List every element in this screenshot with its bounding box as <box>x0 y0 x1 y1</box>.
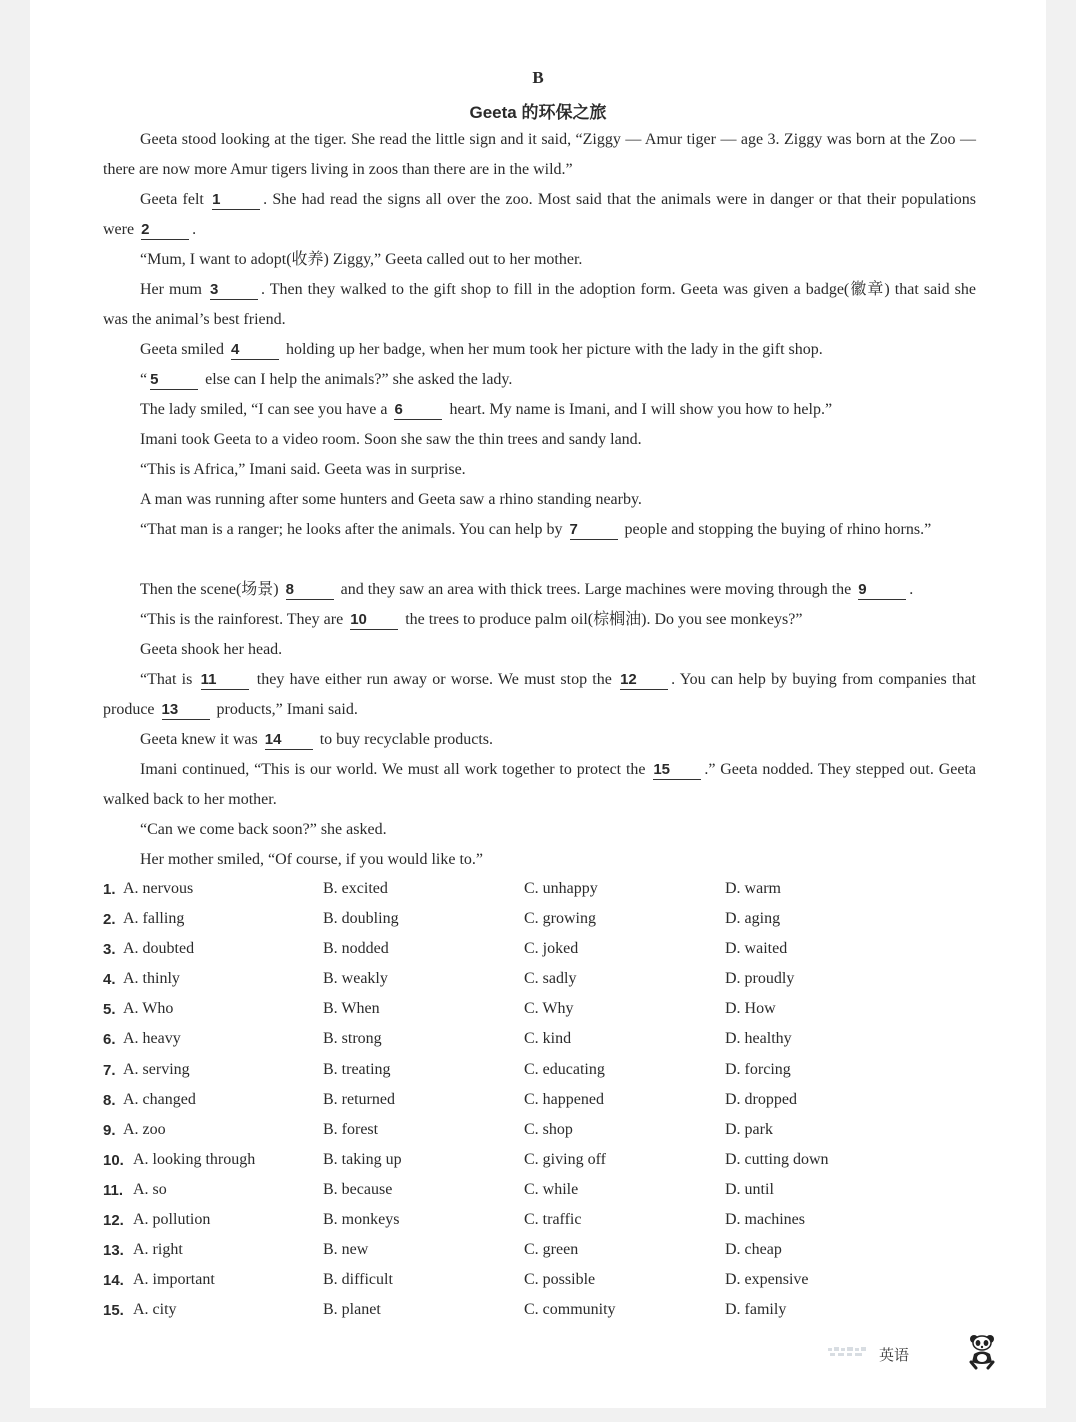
blank-10: 10 <box>350 611 398 630</box>
question-row <box>103 995 1003 1025</box>
option-b: B. doubling <box>323 910 399 928</box>
option-c: C. giving off <box>524 1150 606 1168</box>
paragraph-text: Geeta stood looking at the tiger. She read the little sign and it said, “Ziggy — Amur tiger — age 3. Ziggy was born at the Zoo — there are now more Amur tigers living in zoos than there are in the wild.” <box>103 131 976 178</box>
option-d: D. dropped <box>725 1090 797 1108</box>
option-d: D. warm <box>725 880 781 897</box>
paragraph-text: “That man is a ranger; he looks after the animals. You can help by <box>140 521 567 538</box>
question-row <box>103 1116 1003 1146</box>
paragraph-text: . Then they walked to the gift shop to fill in the adoption form. Geeta was given a badge(徽章) that said she was the animal’s best friend. <box>103 281 976 328</box>
option-c: C. sadly <box>524 970 577 988</box>
paragraph <box>103 725 976 755</box>
option-a: A. falling <box>123 910 185 928</box>
paragraph-text: “This is the rainforest. They are <box>140 611 348 628</box>
option-c: C. possible <box>524 1271 596 1289</box>
question-number: 6. <box>103 1031 116 1049</box>
blank-11: 11 <box>201 671 249 690</box>
section-letter: B <box>532 68 544 87</box>
question-row <box>103 875 1003 905</box>
option-b: B. excited <box>323 880 388 897</box>
paragraph <box>103 335 976 365</box>
paragraph <box>103 245 976 275</box>
option-b: B. planet <box>323 1301 381 1319</box>
faint-mark-icon <box>828 1346 872 1358</box>
paragraph-text: Geeta shook her head. <box>140 641 283 658</box>
blank-7: 7 <box>570 521 618 540</box>
option-c: C. joked <box>524 940 579 958</box>
question-row <box>103 935 1003 965</box>
option-c: C. growing <box>524 910 596 928</box>
option-c: C. green <box>524 1241 579 1259</box>
question-number: 8. <box>103 1091 116 1109</box>
question-row <box>103 1056 1003 1086</box>
option-d: D. until <box>725 1180 774 1198</box>
option-b: B. strong <box>323 1030 382 1048</box>
passage-title: Geeta 的环保之旅 <box>469 103 607 122</box>
option-d: D. waited <box>725 940 788 958</box>
paragraph-text: Geeta smiled <box>140 341 228 358</box>
paragraph-text: people and stopping the buying of rhino horns.” <box>620 521 932 538</box>
option-b: B. forest <box>323 1120 379 1138</box>
blank-3: 3 <box>210 281 258 300</box>
question-row <box>103 1176 1003 1206</box>
question-number: 15. <box>103 1302 124 1320</box>
question-number: 7. <box>103 1061 116 1079</box>
paragraph-text: . <box>909 581 914 598</box>
option-a: A. important <box>133 1271 215 1289</box>
blank-9: 9 <box>858 581 906 600</box>
option-d: D. family <box>725 1301 787 1319</box>
question-row <box>103 1025 1003 1055</box>
paragraph-text: else can I help the animals?” she asked the lady. <box>201 371 513 388</box>
option-d: D. park <box>725 1120 773 1138</box>
question-number: 1. <box>103 881 116 898</box>
option-b: B. nodded <box>323 940 389 958</box>
blank-15: 15 <box>653 761 701 780</box>
option-b: B. weakly <box>323 970 388 988</box>
option-c: C. unhappy <box>524 880 598 897</box>
option-a: A. changed <box>123 1090 196 1108</box>
paragraph-text: heart. My name is Imani, and I will show you how to help.” <box>445 401 833 418</box>
blank-12: 12 <box>620 671 668 690</box>
option-b: B. treating <box>323 1060 391 1078</box>
option-a: A. doubted <box>123 940 195 958</box>
question-number: 11. <box>103 1181 124 1199</box>
question-number: 2. <box>103 911 116 929</box>
option-b: B. new <box>323 1241 369 1259</box>
option-c: C. happened <box>524 1090 604 1108</box>
blank-1: 1 <box>212 191 260 210</box>
paragraph-text: Then the scene(场景) <box>140 581 283 598</box>
option-c: C. traffic <box>524 1211 582 1229</box>
question-row <box>103 1146 1003 1176</box>
paragraph-text: Her mum <box>140 281 207 298</box>
paragraph-text: the trees to produce palm oil(棕榈油). Do you see monkeys?” <box>401 611 803 628</box>
paragraph-text: A man was running after some hunters and Geeta saw a rhino standing nearby. <box>140 491 642 508</box>
option-c: C. community <box>524 1301 616 1319</box>
question-number: 14. <box>103 1272 124 1290</box>
question-number: 3. <box>103 941 116 959</box>
paragraph <box>103 485 976 515</box>
blank-4: 4 <box>231 341 279 360</box>
paragraph <box>103 515 976 545</box>
option-d: D. cutting down <box>725 1150 829 1168</box>
blank-8: 8 <box>286 581 334 600</box>
subject-label: 英语 <box>879 1346 910 1364</box>
paragraph <box>103 365 976 395</box>
option-b: B. monkeys <box>323 1211 400 1229</box>
question-row <box>103 965 1003 995</box>
option-c: C. while <box>524 1180 579 1198</box>
option-a: A. right <box>133 1241 183 1259</box>
paragraph-text: Her mother smiled, “Of course, if you would like to.” <box>140 851 484 868</box>
blank-6: 6 <box>394 401 442 420</box>
option-b: B. returned <box>323 1090 395 1108</box>
paragraph <box>103 395 976 425</box>
question-row <box>103 1206 1003 1236</box>
paragraph <box>103 575 976 605</box>
paragraph-text: Geeta felt <box>140 191 210 208</box>
paragraph <box>103 665 976 725</box>
question-number: 9. <box>103 1121 116 1139</box>
option-a: A. thinly <box>123 970 180 988</box>
paragraph-text: . She had read the signs all over the zoo. Most said that the animals were in danger or that their populations were <box>103 191 976 238</box>
blank-14: 14 <box>265 731 313 750</box>
paragraph <box>103 455 976 485</box>
question-row <box>103 1086 1003 1116</box>
option-a: A. heavy <box>123 1030 181 1048</box>
option-d: D. expensive <box>725 1271 809 1289</box>
option-a: A. Who <box>123 1000 174 1018</box>
option-a: A. zoo <box>123 1120 166 1138</box>
question-row <box>103 905 1003 935</box>
paragraph <box>103 185 976 245</box>
option-a: A. pollution <box>133 1211 211 1229</box>
question-number: 4. <box>103 971 116 989</box>
paragraph-text: “Can we come back soon?” she asked. <box>140 821 387 838</box>
paragraph-text: holding up her badge, when her mum took her picture with the lady in the gift shop. <box>281 341 823 358</box>
paragraph-text: .” Geeta nodded. They stepped out. Geeta walked back to her mother. <box>103 761 977 808</box>
paragraph-text: products,” Imani said. <box>212 701 358 718</box>
option-d: D. How <box>725 1000 776 1018</box>
paragraph-text: Imani took Geeta to a video room. Soon she saw the thin trees and sandy land. <box>140 431 642 448</box>
paragraph-text: to buy recyclable products. <box>315 731 494 748</box>
question-number: 13. <box>103 1242 124 1260</box>
paragraph-text: . You can help by buying from companies that produce <box>103 671 977 718</box>
option-a: A. nervous <box>123 880 194 897</box>
option-b: B. because <box>323 1180 393 1198</box>
blank-5: 5 <box>150 371 198 390</box>
paragraph <box>103 755 976 815</box>
option-c: C. kind <box>524 1030 572 1048</box>
paragraph <box>103 125 976 185</box>
option-a: A. city <box>133 1301 177 1319</box>
question-row <box>103 1266 1003 1296</box>
question-row <box>103 1236 1003 1266</box>
paragraph-text: “ <box>140 371 148 388</box>
paragraph <box>103 845 976 875</box>
answer-options <box>103 875 1003 1326</box>
option-c: C. educating <box>524 1060 605 1078</box>
option-d: D. machines <box>725 1211 805 1229</box>
option-a: A. looking through <box>133 1150 256 1168</box>
paragraph-text: “Mum, I want to adopt(收养) Ziggy,” Geeta called out to her mother. <box>140 251 583 268</box>
option-d: D. aging <box>725 910 781 928</box>
option-d: D. proudly <box>725 970 795 988</box>
option-c: C. shop <box>524 1120 573 1138</box>
question-number: 12. <box>103 1212 124 1230</box>
paragraph <box>103 275 976 335</box>
option-b: B. When <box>323 1000 380 1018</box>
paragraph-text: they have either run away or worse. We must stop the <box>251 671 618 688</box>
paragraph-text: . <box>192 221 197 238</box>
paragraph <box>103 635 976 665</box>
paragraph-text: Imani continued, “This is our world. We must all work together to protect the <box>140 761 651 778</box>
option-d: D. forcing <box>725 1060 791 1078</box>
option-a: A. serving <box>123 1060 190 1078</box>
paragraph <box>103 425 976 455</box>
paragraph-text: “That is <box>140 671 198 688</box>
option-b: B. difficult <box>323 1271 393 1289</box>
option-c: C. Why <box>524 1000 574 1018</box>
question-row <box>103 1296 1003 1326</box>
paragraph-text: “This is Africa,” Imani said. Geeta was in surprise. <box>140 461 466 478</box>
paragraph <box>103 815 976 845</box>
option-b: B. taking up <box>323 1150 402 1168</box>
question-number: 5. <box>103 1001 116 1019</box>
question-number: 10. <box>103 1151 124 1169</box>
panda-logo-icon <box>968 1332 996 1370</box>
paragraph-text: The lady smiled, “I can see you have a <box>140 401 392 418</box>
blank-13: 13 <box>162 701 210 720</box>
option-d: D. cheap <box>725 1241 782 1259</box>
paragraph-text: Geeta knew it was <box>140 731 262 748</box>
option-a: A. so <box>133 1180 167 1198</box>
blank-2: 2 <box>141 221 189 240</box>
option-d: D. healthy <box>725 1030 792 1048</box>
paragraph <box>103 605 976 635</box>
paragraph-text: and they saw an area with thick trees. Large machines were moving through the <box>336 581 856 598</box>
